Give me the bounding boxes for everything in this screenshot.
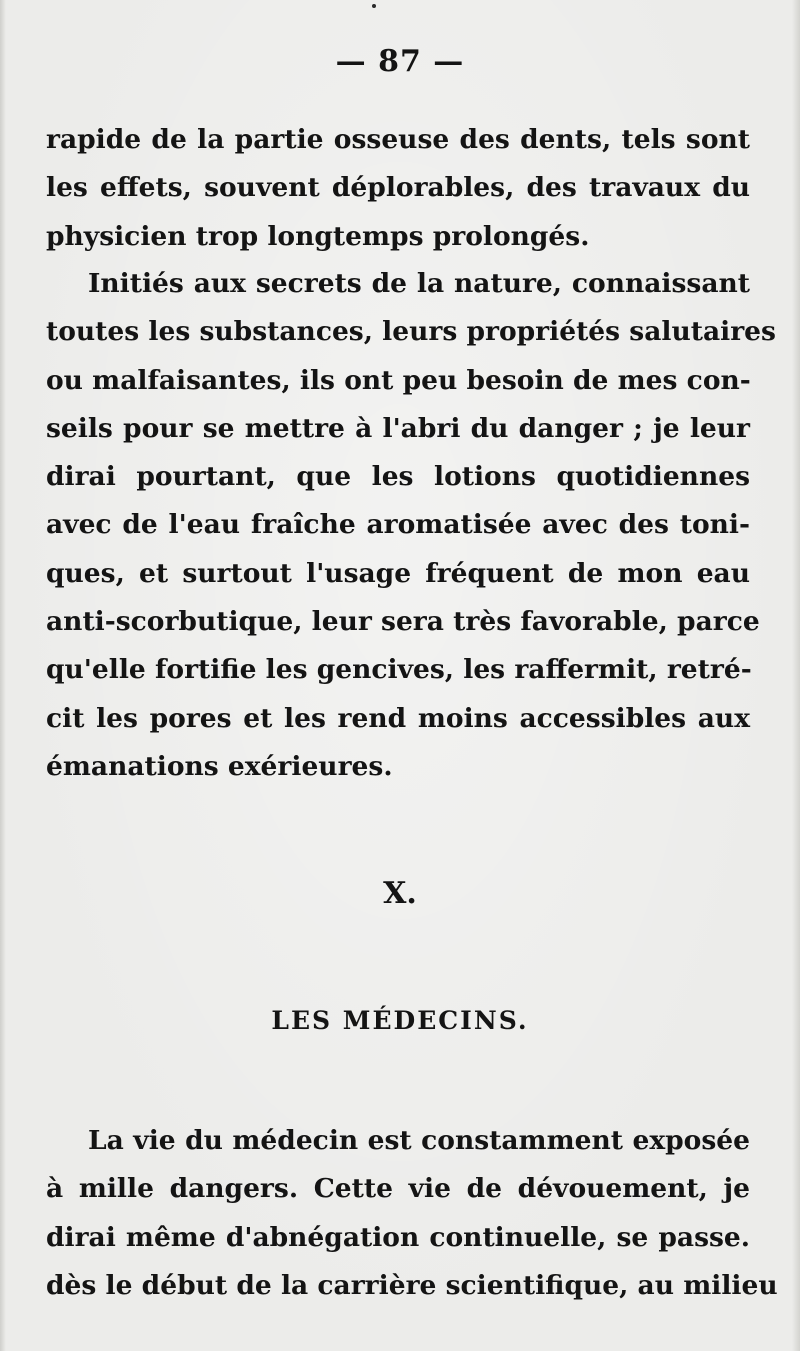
text-line: ou malfaisantes, ils ont peu besoin de mes con- (46, 364, 751, 396)
text-line: dès le début de la carrière scientifique, au milieu (46, 1269, 778, 1301)
text-line: anti-scorbutique, leur sera très favorable, parce (46, 606, 760, 638)
page-number: — 87 — (335, 44, 465, 79)
text-line: ques, et surtout l'usage fréquent de mon eau (46, 557, 750, 589)
text-line: toutes les substances, leurs propriétés salutaires (46, 316, 776, 348)
text-line: dirai même d'abnégation continuelle, se passe. (46, 1221, 750, 1253)
text-line: seils pour se mettre à l'abri du danger ; je leur (46, 412, 750, 444)
text-line: La vie du médecin est constamment exposée (88, 1125, 750, 1156)
section-title: LES MÉDECINS. (271, 1006, 529, 1035)
paragraph-medecins (46, 1117, 778, 1310)
page-edge-right (792, 0, 800, 1351)
text-line: émanations exérieures. (46, 750, 393, 782)
text-line: Initiés aux secrets de la nature, connaissant (88, 268, 750, 299)
page-edge-left (0, 0, 6, 1351)
text-line: cit les pores et les rend moins accessibles aux (46, 702, 750, 734)
paragraph-continued (46, 116, 750, 261)
text-line: qu'elle fortifie les gencives, les raffermit, retré- (46, 654, 752, 686)
paragraph-advice (46, 260, 776, 791)
text-line: avec de l'eau fraîche aromatisée avec des toni- (46, 509, 750, 541)
ink-speck (372, 4, 376, 8)
text-line: dirai pourtant, que les lotions quotidiennes (46, 461, 750, 493)
text-line: rapide de la partie osseuse des dents, tels sont (46, 124, 750, 155)
section-number: X. (383, 876, 417, 911)
text-line: physicien trop longtemps prolongés. (46, 220, 590, 252)
text-line: à mille dangers. Cette vie de dévouement, je (46, 1173, 750, 1205)
text-line: les effets, souvent déplorables, des travaux du (46, 172, 750, 204)
